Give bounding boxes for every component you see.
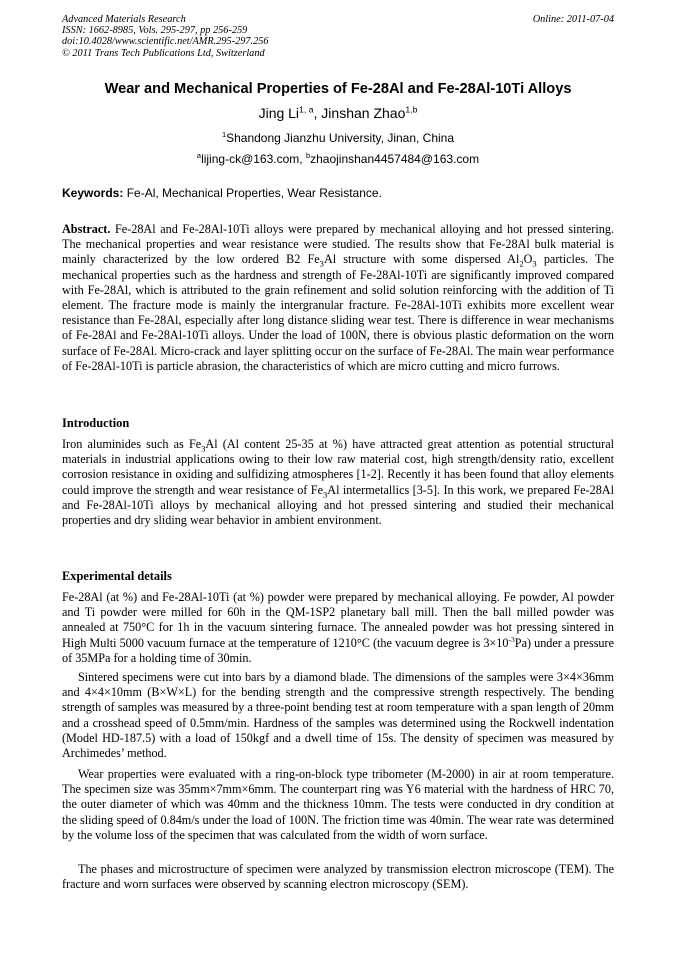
doi-line: doi:10.4028/www.scientific.net/AMR.295-297.256 — [62, 36, 269, 48]
author-separator: , — [313, 105, 322, 121]
introduction-text: Al (Al content 25-35 at %) have attracted great attention as potential structural materials in industrial applications owing to their low raw material cost, high strength/density ratio, excellent corrosion resistance in oxiding and sulfidizing atmospheres [1-2]. Recently it has been found that alloy elements could improve the strength and wear resistance of Fe — [62, 437, 614, 497]
abstract-text: O — [523, 252, 533, 267]
email-marker: a — [196, 151, 202, 160]
affiliation-marker: 1 — [221, 130, 227, 139]
paper-title: Wear and Mechanical Properties of Fe-28Al and Fe-28Al-10Ti Alloys — [104, 81, 572, 97]
online-date: Online: 2011-07-04 — [532, 14, 614, 25]
experimental-text: Pa) under a pressure of 35MPa for a holding time of 30min. — [62, 635, 614, 665]
introduction-text: Al intermetallics [3-5]. In this work, we prepared Fe-28Al and Fe-28Al-10Ti alloys by mechanical alloying and hot pressed sintering and studied their mechanical properties and dry sliding wear behavior in ambient environment. — [62, 482, 614, 528]
abstract-paragraph — [62, 222, 614, 374]
abstract-text: Al structure with some dispersed Al — [323, 252, 520, 267]
superscript: -3 — [508, 634, 515, 644]
keywords-text: Fe-Al, Mechanical Properties, Wear Resistance. — [123, 186, 382, 200]
author-affiliation-marker: 1, a — [299, 104, 314, 115]
journal-name: Advanced Materials Research — [62, 14, 186, 25]
experimental-heading: Experimental details — [62, 569, 172, 583]
author-affiliation-marker: 1,b — [405, 104, 418, 115]
copyright-line: © 2011 Trans Tech Publications Ltd, Switzerland — [62, 47, 265, 59]
experimental-paragraph: Wear properties were evaluated with a ring-on-block type tribometer (M-2000) in air at room temperature. The specimen size was 35mm×7mm×6mm. The counterpart ring was Y6 material with the hardness of HRC 70, the outer diameter of which was 40mm and the thickness 10mm. The tests were conducted in dry condition at the sliding speed of 0.84m/s under the load of 100N. The friction time was 40min. The wear rate was determined by the volume loss of the specimen that was calculated from the width of worn surface. — [62, 767, 614, 842]
author-line — [62, 104, 614, 122]
experimental-paragraph: The phases and microstructure of specimen were analyzed by transmission electron microscope (TEM). The fracture and worn surfaces were observed by scanning electron microscopy (SEM). — [62, 862, 614, 892]
subscript: 3 — [323, 489, 328, 500]
email-address: zhaojinshan4457484@163.com — [310, 152, 480, 166]
introduction-heading: Introduction — [62, 416, 130, 430]
author-name: Jing Li — [258, 105, 300, 121]
keywords-label: Keywords: — [62, 186, 124, 200]
experimental-paragraph: Sintered specimens were cut into bars by a diamond blade. The dimensions of the samples were 3×4×36mm and 4×4×10mm (B×W×L) for the bending strength and the compressive strength respectively. The bending strength of samples was measured by a three-point bending test at room temperature with a span length of 20mm and a crosshead speed of 0.5mm/min. Hardness of the samples was determined using the Rockwell indentation (Model HD-187.5) with a load of 150kgf and a dwell time of 15s. The density of specimen was measured by Archimedes’ method. — [62, 670, 614, 761]
subscript: 3 — [532, 258, 537, 269]
abstract-text: particles. The mechanical properties such as the hardness and strength of Fe-28Al-10Ti are significantly improved compared with Fe-28Al, which is attributed to the grain refinement and solid solution reinforcing with the addition of Ti element. The fracture mode is mainly the intergranular fracture. Fe-28Al-10Ti exhibits more excellent wear resistance than Fe-28Al, especially after long distance sliding wear test. There is difference in wear mechanisms of Fe-28Al and Fe-28Al-10Ti alloys. Under the load of 100N, there is obvious plastic deformation on the worn surface of Fe-28Al. Micro-crack and layer splitting occur on the surface of Fe-28Al. The main wear performance of Fe-28Al-10Ti is particle abrasion, the characteristics of which are micro cutting and micro furrows. — [62, 252, 614, 373]
introduction-text: Iron aluminides such as Fe — [62, 437, 202, 451]
email-line — [62, 152, 614, 167]
experimental-text: Fe-28Al (at %) and Fe-28Al-10Ti (at %) powder were prepared by mechanical alloying. Fe powder, Al powder and Ti powder were milled for 60h in the QM-1SP2 planetary ball mill. Then the ball milled powder was annealed at 750°C for 1h in the vacuum sintering furnace. The annealed powder was hot pressing sintered in High Multi 5000 vacuum furnace at the temperature of 1210°C (the vacuum degree is 3×10 — [62, 590, 614, 650]
subscript: 3 — [319, 258, 324, 269]
subscript: 2 — [519, 258, 524, 269]
journal-header — [62, 14, 614, 59]
keywords — [62, 186, 614, 201]
experimental-paragraph — [62, 590, 614, 666]
email-marker: b — [305, 151, 311, 160]
issn-line: ISSN: 1662-8985, Vols. 295-297, pp 256-259 — [62, 25, 248, 37]
author-name: Jinshan Zhao — [321, 105, 406, 121]
introduction-paragraph — [62, 437, 614, 528]
subscript: 3 — [201, 443, 206, 454]
abstract-label: Abstract. — [62, 222, 111, 236]
abstract-text: Fe-28Al and Fe-28Al-10Ti alloys were prepared by mechanical alloying and hot pressed sintering. The mechanical properties and wear resistance were studied. The results show that Fe-28Al bulk material is mainly characterized by the low ordered B2 Fe — [62, 222, 614, 267]
email-address: lijing-ck@163.com, — [201, 152, 306, 166]
affiliation — [62, 131, 614, 146]
affiliation-text: Shandong Jianzhu University, Jinan, China — [226, 131, 455, 145]
